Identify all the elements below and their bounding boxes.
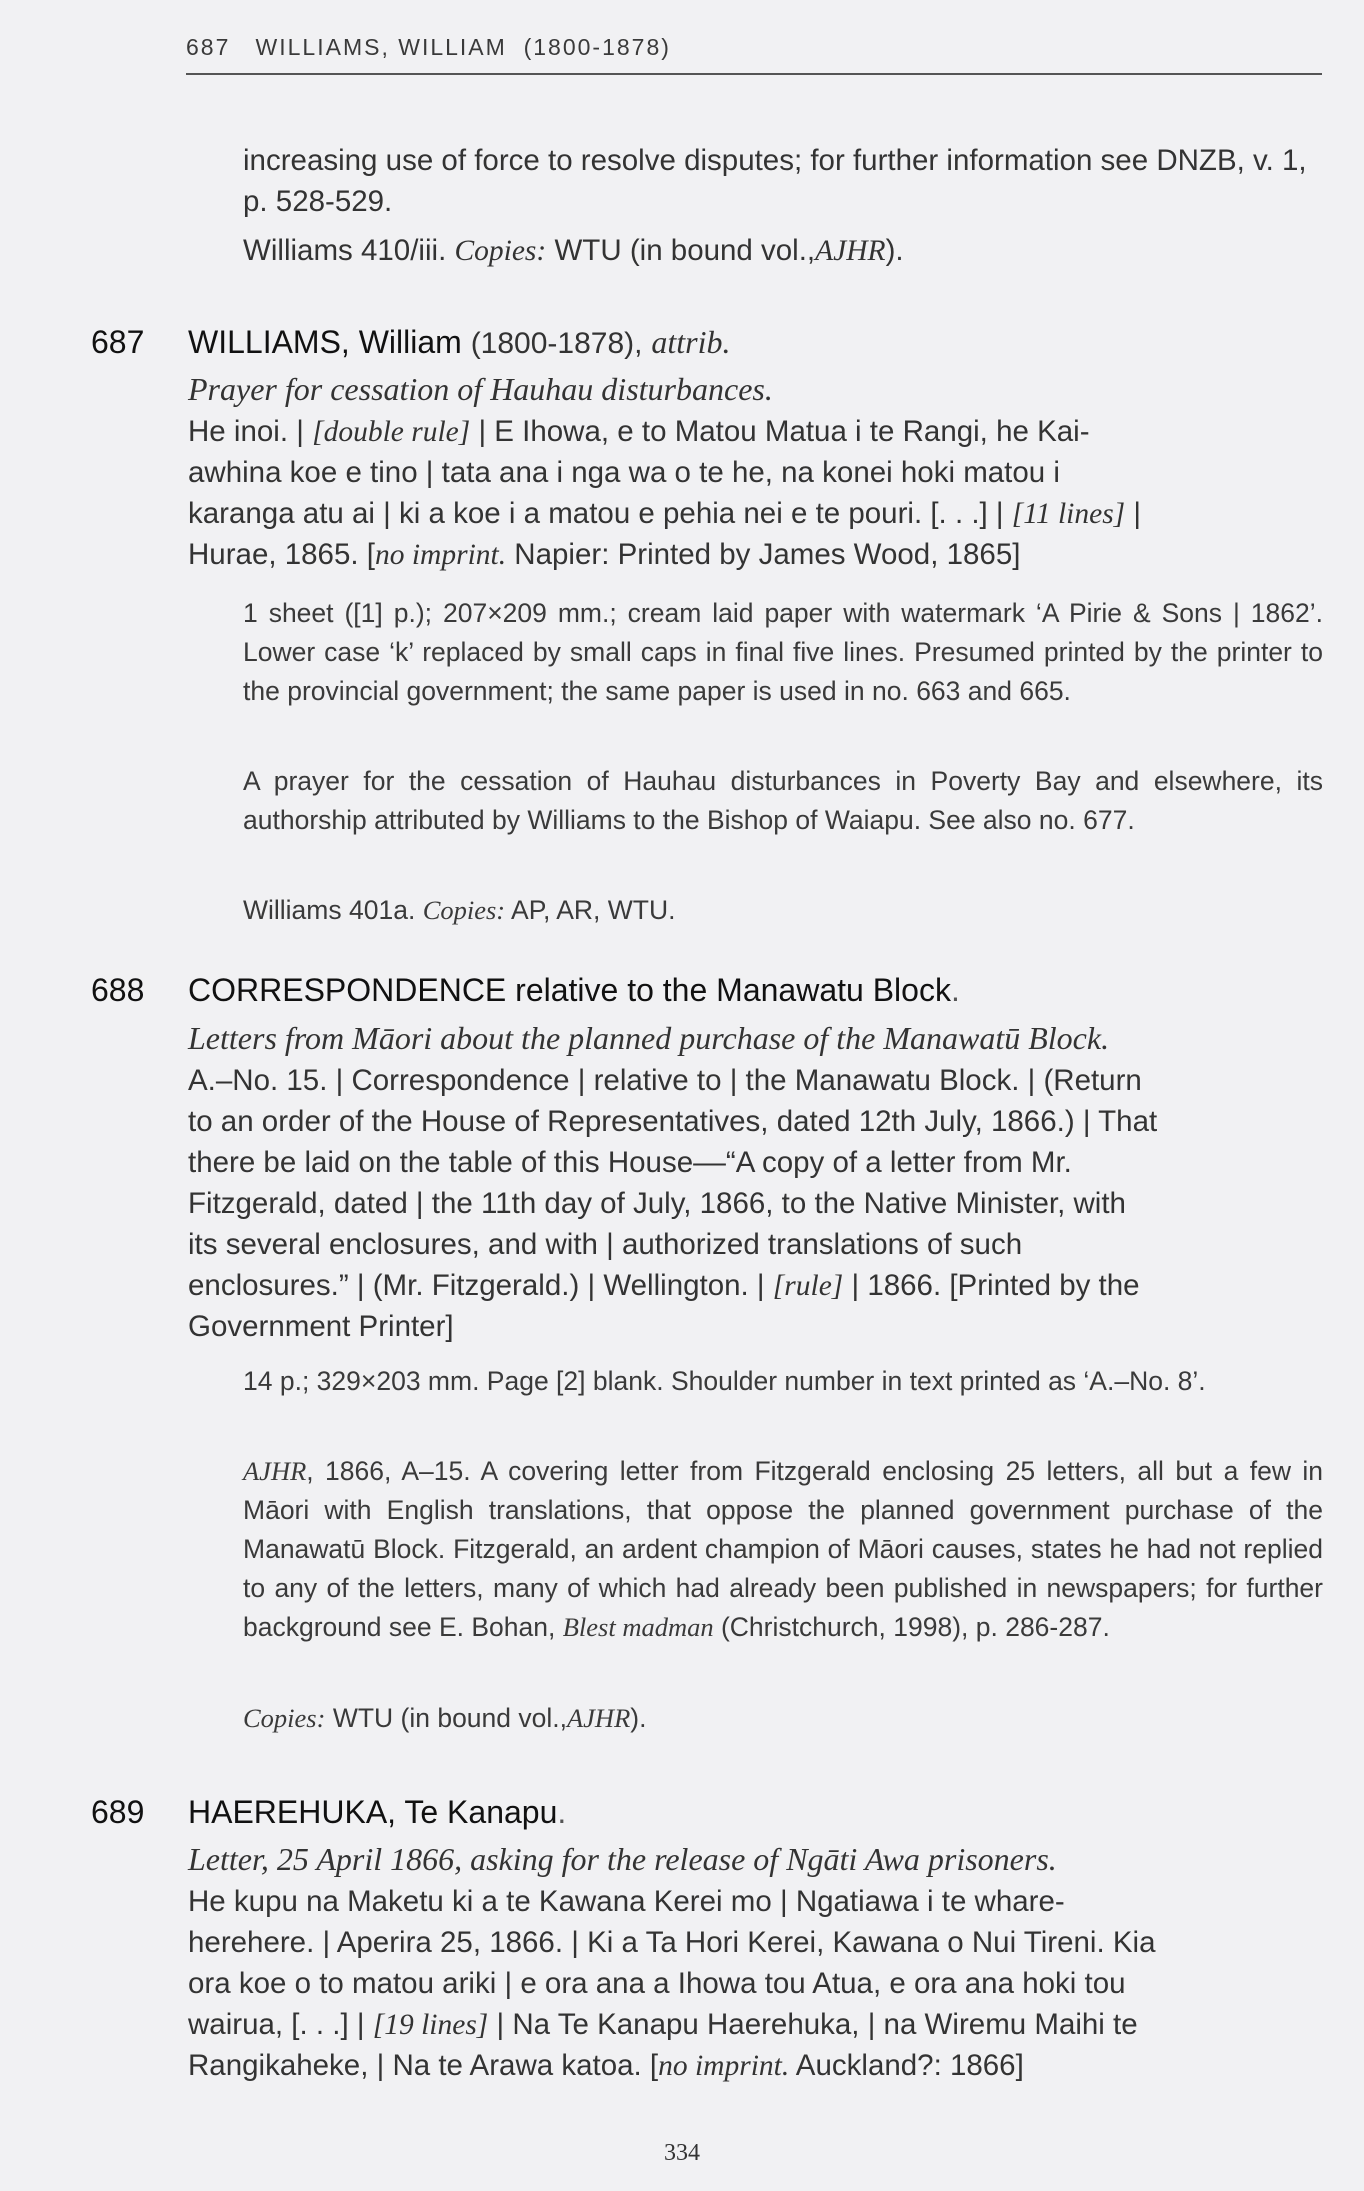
text-italic: [rule] bbox=[772, 1270, 844, 1302]
text-run: Rangikaheke, | Na te Arawa katoa. [ bbox=[188, 2049, 659, 2082]
text-run: | 1866. [Printed by the bbox=[843, 1269, 1140, 1302]
physical-description: 14 p.; 329×203 mm. Page [2] blank. Shoulder number in text printed as ‘A.–No. 8’. bbox=[243, 1366, 1206, 1396]
transcription-line: A.–No. 15. | Correspondence | relative to | the Manawatu Block. | (Return bbox=[188, 1064, 1142, 1097]
copies-value: WTU (in bound vol., bbox=[332, 1703, 567, 1733]
text-italic: no imprint. bbox=[658, 2050, 790, 2082]
entry-name-end: . bbox=[950, 972, 960, 1008]
transcription-line bbox=[188, 2045, 1326, 2087]
text-italic: [11 lines] bbox=[1011, 498, 1126, 530]
entry-subtitle-689: Letter, 25 April 1866, asking for the release of Ngāti Awa prisoners. bbox=[188, 1841, 1057, 1877]
copies-label: Copies: bbox=[422, 895, 506, 925]
text-run: | E Ihowa, e to Matou Matua i te Rangi, he Kai- bbox=[470, 415, 1090, 448]
running-head: 687 WILLIAMS, WILLIAM (1800-1878) bbox=[186, 34, 671, 60]
transcription-line: to an order of the House of Representatives, dated 12th July, 1866.) | That bbox=[188, 1105, 1158, 1138]
transcription-line: Government Printer] bbox=[188, 1310, 454, 1343]
text-italic: [double rule] bbox=[312, 416, 471, 448]
text-run: He inoi. | bbox=[188, 415, 313, 448]
transcription-line: there be laid on the table of this House––“A copy of a letter from Mr. bbox=[188, 1146, 1072, 1179]
header-rule bbox=[186, 73, 1322, 75]
transcription-line: its several enclosures, and with | authorized translations of such bbox=[188, 1228, 1023, 1261]
entry-number-689: 689 bbox=[91, 1794, 145, 1830]
entry-subtitle-688: Letters from Māori about the planned purchase of the Manawatū Block. bbox=[188, 1020, 1110, 1056]
entry-heading-689 bbox=[188, 1792, 566, 1833]
copies-close: ). bbox=[630, 1703, 647, 1733]
text-run: wairua, [. . .] | bbox=[188, 2008, 373, 2041]
page-number: 334 bbox=[664, 2140, 700, 2166]
text-run: enclosures.” | (Mr. Fitzgerald.) | Wellington. | bbox=[188, 1269, 773, 1302]
text-italic: [19 lines] bbox=[372, 2009, 489, 2041]
copies-close: ). bbox=[885, 234, 904, 267]
transcription-line: awhina koe e tino | tata ana i nga wa o te he, na konei hoki matou i bbox=[188, 456, 1060, 489]
carryover-ref-line bbox=[243, 230, 1323, 272]
entry-name: CORRESPONDENCE relative to the Manawatu Block bbox=[188, 972, 951, 1008]
entry-name: HAEREHUKA, Te Kanapu bbox=[188, 1794, 558, 1830]
text-run: Hurae, 1865. [ bbox=[188, 538, 375, 571]
transcription-line: Fitzgerald, dated | the 11th day of July, 1866, to the Native Minister, with bbox=[188, 1187, 1126, 1220]
entry-name: WILLIAMS, William bbox=[188, 324, 462, 360]
copies-vol: AJHR bbox=[566, 1703, 631, 1733]
copies-vol: AJHR bbox=[815, 235, 886, 267]
carryover-ref: Williams 410/iii. bbox=[243, 234, 447, 267]
copies-value: WTU (in bound vol., bbox=[554, 234, 816, 267]
transcription-line: herehere. | Aperira 25, 1866. | Ki a Ta Hori Kerei, Kawana o Nui Tireni. Kia bbox=[188, 1926, 1156, 1959]
text-run: | bbox=[1125, 497, 1142, 530]
transcription-line: He kupu na Maketu ki a te Kawana Kerei mo | Ngatiawa i te whare- bbox=[188, 1885, 1065, 1918]
transcription-line bbox=[188, 411, 1326, 453]
transcription-line bbox=[188, 493, 1326, 535]
transcription-line: ora koe o to matou ariki | e ora ana a Ihowa tou Atua, e ora ana hoki tou bbox=[188, 1967, 1126, 2000]
reference-line bbox=[243, 1699, 1323, 1738]
transcription-line bbox=[188, 2004, 1326, 2046]
transcription-line bbox=[188, 534, 1326, 576]
entry-name-end: . bbox=[557, 1794, 567, 1830]
entry-attrib: attrib. bbox=[651, 324, 731, 360]
carryover-note bbox=[243, 140, 1323, 222]
annotation bbox=[243, 1452, 1323, 1647]
copies-label: Copies: bbox=[243, 1703, 326, 1733]
carryover-text: increasing use of force to resolve disputes; for further information see DNZB, v. 1, p. 528-529. bbox=[243, 144, 1307, 218]
text-run: (Christchurch, 1998), p. 286-287. bbox=[713, 1612, 1110, 1642]
physical-description: 1 sheet ([1] p.); 207×209 mm.; cream laid paper with watermark ‘A Pirie & Sons | 1862’. Lower case ‘k’ replaced by small caps in final five lines. Presumed printed by the printer to the provincial government; the same paper is used in no. 663 and 665. bbox=[243, 598, 1323, 706]
entry-heading-688 bbox=[188, 970, 960, 1011]
copies-label: Copies: bbox=[454, 235, 547, 267]
text-italic: Blest madman bbox=[562, 1612, 714, 1642]
transcription-line bbox=[188, 1265, 1326, 1307]
entry-heading-687 bbox=[188, 322, 731, 364]
annotation: A prayer for the cessation of Hauhau disturbances in Poverty Bay and elsewhere, its authorship attributed by Williams to the Bishop of Waiapu. See also no. 677. bbox=[243, 766, 1323, 835]
entry-dates: (1800-1878), bbox=[470, 327, 643, 360]
reference-line bbox=[243, 891, 1323, 930]
reference: Williams 401a. bbox=[243, 895, 416, 925]
entry-number-687: 687 bbox=[91, 324, 145, 360]
text-italic: AJHR bbox=[243, 1456, 307, 1486]
text-italic: no imprint. bbox=[374, 539, 507, 571]
text-run: | Na Te Kanapu Haerehuka, | na Wiremu Maihi te bbox=[488, 2008, 1138, 2041]
text-run: , 1866, A–15. A covering letter from Fitzgerald enclosing 25 letters, all but a few in Māori with English translations, that oppose the planned government purchase of the Manawatū Block. Fitzgerald, an ardent champion of Māori causes, states he had not replied to any of the letters, many of which had already been published in newspapers; for further background see E. Bohan, bbox=[243, 1456, 1323, 1642]
entry-number-688: 688 bbox=[91, 972, 145, 1008]
text-run: Napier: Printed by James Wood, 1865] bbox=[506, 538, 1021, 571]
entry-subtitle-687: Prayer for cessation of Hauhau disturbances. bbox=[188, 371, 773, 407]
text-run: karanga atu ai | ki a koe i a matou e pehia nei e te pouri. [. . .] | bbox=[188, 497, 1012, 530]
copies-value: AP, AR, WTU. bbox=[511, 895, 676, 925]
text-run: Auckland?: 1866] bbox=[789, 2049, 1024, 2082]
